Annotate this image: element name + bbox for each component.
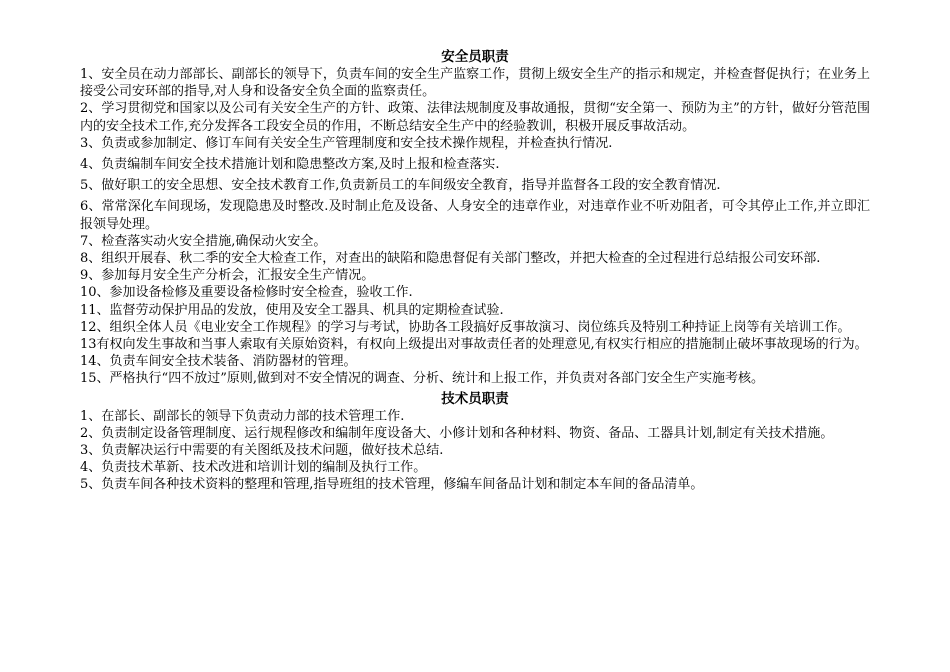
technician-duty-item: 1、在部长、副部长的领导下负责动力部的技术管理工作. [80,408,405,424]
safety-duty-item: 5、做好职工的安全思想、安全技术教育工作,负责新员工的车间级安全教育，指导并监督各工段的安全教育情况. [80,178,721,194]
safety-duty-item: 1、安全员在动力部部长、副部长的领导下，负责车间的安全生产监察工作，贯彻上级安全生产的指示和规定，并检查督促执行；在业务上接受公司安环部的指导,对人身和设备安全负全面的监察责任。 [80,67,870,100]
document-page [80,48,870,494]
section-title-safety: 安全员职责 [441,49,509,65]
safety-duty-item: 8、组织开展春、秋二季的安全大检查工作，对查出的缺陷和隐患督促有关部门整改，并把大检查的全过程进行总结报公司安环部. [80,251,821,267]
technician-duty-item: 5、负责车间各种技术资料的整理和管理,指导班组的技术管理，修编车间备品计划和制定本车间的备品清单。 [80,477,704,493]
technician-duty-item: 4、负责技术革新、技术改进和培训计划的编制及执行工作。 [80,460,427,476]
safety-duty-item: 11、监督劳动保护用品的发放，使用及安全工器具、机具的定期检查试验. [80,302,504,318]
safety-duty-item: 4、负责编制车间安全技术措施计划和隐患整改方案,及时上报和检查落实. [80,157,500,173]
safety-duty-item: 2、学习贯彻党和国家以及公司有关安全生产的方针、政策、法律法规制度及事故通报，贯彻“安全第一、预防为主”的方针，做好分管范围内的安全技术工作,充分发挥各工段安全员的作用，不断总结安全生产中的经验教训，积极开展反事故活动。 [80,101,870,134]
safety-duty-item: 10、参加设备检修及重要设备检修时安全检查，验收工作. [80,285,413,301]
technician-duty-item: 3、负责解决运行中需要的有关图纸及技术问题，做好技术总结. [80,443,444,459]
safety-duty-item: 6、常常深化车间现场，发现隐患及时整改.及时制止危及设备、人身安全的违章作业，对违章作业不听劝阻者，可令其停止工作,并立即汇报领导处理。 [80,199,870,232]
safety-duty-item: 9、参加每月安全生产分析会，汇报安全生产情况。 [80,268,375,284]
safety-duty-item: 7、检查落实动火安全措施,确保动火安全。 [80,233,327,249]
safety-duty-item: 14、负责车间安全技术装备、消防器材的管理。 [80,354,357,370]
section-title-technician: 技术员职责 [441,390,509,407]
safety-duty-item: 13有权向发生事故和当事人索取有关原始资料，有权向上级提出对事故责任者的处理意见,有权实行相应的措施制止破坏事故现场的行为。 [80,337,868,353]
safety-duty-item: 12、组织全体人员《电业安全工作规程》的学习与考试，协助各工段搞好反事故演习、岗位练兵及特别工种持证上岗等有关培训工作。 [80,319,851,335]
safety-duty-item: 15、严格执行“四不放过”原则,做到对不安全情况的调查、分析、统计和上报工作，并负责对各部门安全生产实施考核。 [80,371,764,387]
technician-duty-item: 2、负责制定设备管理制度、运行规程修改和编制年度设备大、小修计划和各种材料、物资、备品、工器具计划,制定有关技术措施。 [80,425,834,441]
safety-duty-item: 3、负责或参加制定、修订车间有关安全生产管理制度和安全技术操作规程，并检查执行情况. [80,135,613,151]
